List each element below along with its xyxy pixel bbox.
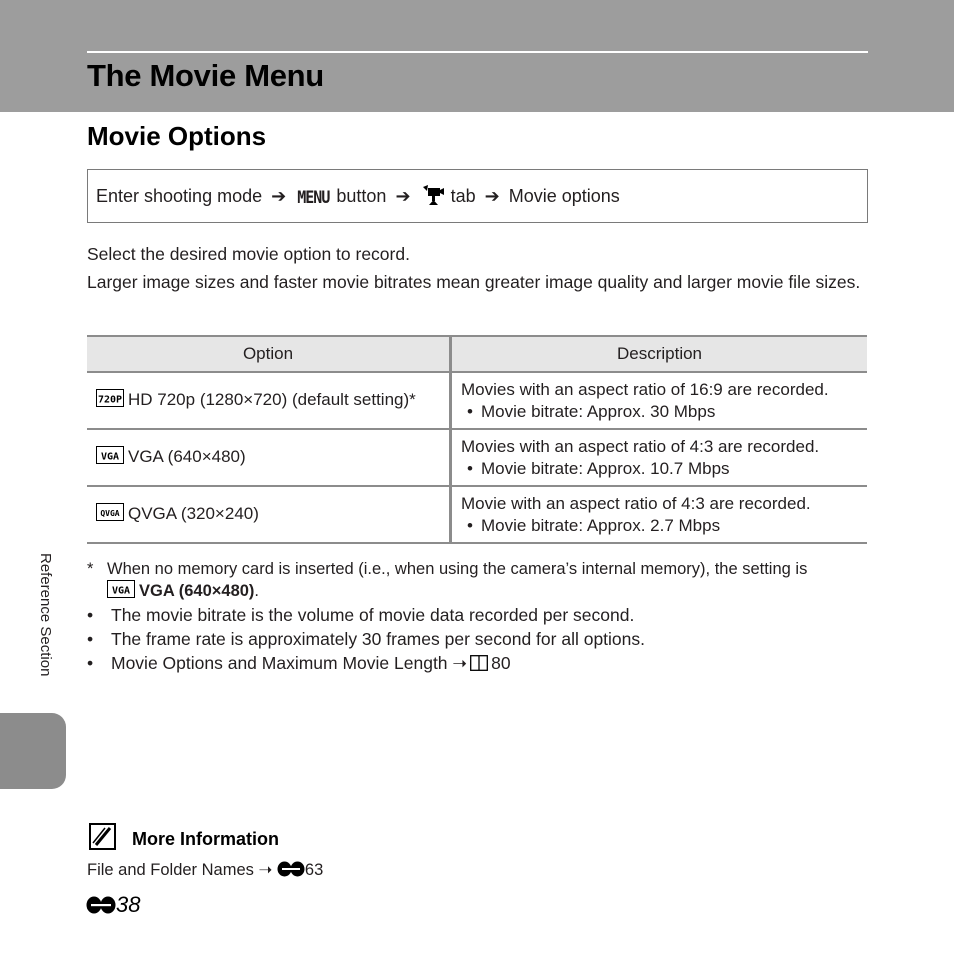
note-text: Movie Options and Maximum Movie Length — [111, 653, 448, 673]
page-number — [86, 892, 140, 921]
note-text: The movie bitrate is the volume of movie data recorded per second. — [111, 605, 635, 625]
list-item — [87, 651, 645, 677]
bullet-marker: • — [467, 401, 473, 421]
bullet-marker: • — [467, 458, 473, 478]
option-label: VGA (640×480) — [128, 446, 246, 466]
bitrate-text: Movie bitrate: Approx. 30 Mbps — [481, 401, 716, 421]
bullet-marker: • — [467, 515, 473, 535]
bitrate-text: Movie bitrate: Approx. 10.7 Mbps — [481, 458, 730, 478]
reference-text: File and Folder Names — [87, 861, 254, 879]
vga-icon — [107, 580, 135, 604]
qvga-icon-label: QVGA — [100, 508, 120, 518]
hd-720p-icon — [96, 389, 124, 413]
description-bullet — [461, 458, 867, 480]
nav-step-shooting-mode: Enter shooting mode — [96, 186, 263, 206]
reference-arrow-icon: ➝ — [258, 861, 273, 879]
description-cell — [451, 372, 868, 429]
header-band — [0, 0, 954, 112]
footnote-vga-icon-label: VGA — [111, 585, 131, 597]
list-item — [87, 627, 645, 651]
more-information-title: More Information — [132, 829, 279, 849]
vga-icon-label: VGA — [100, 451, 120, 462]
header-rule — [87, 51, 868, 53]
header-description: Description — [451, 336, 868, 372]
footnote-marker: * — [87, 560, 94, 578]
description-cell — [451, 486, 868, 543]
pencil-note-icon — [89, 823, 116, 850]
footnote-setting: VGA (640×480) — [139, 582, 255, 600]
movie-options-table — [87, 335, 867, 544]
nav-arrow-icon: ➔ — [271, 186, 287, 206]
navigation-path-box — [87, 169, 868, 223]
intro-line-2: Larger image sizes and faster movie bitrates mean greater image quality and larger movie file sizes. — [87, 272, 861, 292]
description-text: Movies with an aspect ratio of 4:3 are recorded. — [461, 436, 820, 456]
intro-line-1: Select the desired movie option to record. — [87, 244, 410, 264]
description-cell — [451, 429, 868, 486]
description-bullet — [461, 515, 867, 537]
nav-arrow-icon: ➔ — [484, 186, 500, 206]
description-text: Movie with an aspect ratio of 4:3 are recorded. — [461, 493, 811, 513]
nav-step-tab: tab — [450, 186, 476, 206]
bullet-marker: • — [87, 629, 94, 649]
description-bullet — [461, 401, 867, 423]
movie-tab-icon — [422, 173, 444, 225]
bullet-marker: • — [87, 605, 94, 625]
header-option: Option — [87, 336, 451, 372]
side-section-label: Reference Section — [37, 553, 54, 677]
book-icon — [470, 653, 488, 677]
nav-step-movie-options: Movie options — [508, 186, 620, 206]
nav-arrow-icon: ➔ — [395, 186, 411, 206]
table-row — [87, 372, 867, 429]
section-title: Movie Options — [87, 121, 267, 151]
notes-list — [87, 603, 645, 677]
qvga-icon — [96, 503, 124, 527]
option-cell — [87, 486, 451, 543]
note-text: The frame rate is approximately 30 frames per second for all options. — [111, 629, 645, 649]
table-header-row — [87, 336, 867, 372]
menu-button-icon: MENU — [297, 186, 330, 208]
footnote — [87, 558, 867, 604]
footnote-end: . — [254, 582, 260, 600]
more-information-reference — [87, 860, 323, 883]
option-label: HD 720p (1280×720) (default setting)* — [128, 389, 416, 409]
table-row — [87, 429, 867, 486]
reference-section-e-icon — [86, 895, 116, 921]
option-label: QVGA (320×240) — [128, 503, 259, 523]
reference-section-e-icon — [277, 860, 305, 883]
bullet-marker: • — [87, 653, 94, 673]
reference-arrow-icon: ➝ — [452, 653, 468, 673]
table-row — [87, 486, 867, 543]
page-title: The Movie Menu — [87, 58, 324, 93]
page-80-link[interactable]: 80 — [491, 653, 511, 673]
page-e63-link[interactable]: 63 — [304, 861, 324, 879]
option-cell — [87, 429, 451, 486]
footnote-text: When no memory card is inserted (i.e., when using the camera’s internal memory), the setting is — [107, 560, 808, 578]
bitrate-text: Movie bitrate: Approx. 2.7 Mbps — [481, 515, 721, 535]
description-text: Movies with an aspect ratio of 16:9 are recorded. — [461, 379, 829, 399]
nav-step-button: button — [336, 186, 387, 206]
hd-720p-icon-label: 720P — [97, 394, 123, 405]
page-number-value: 38 — [116, 892, 141, 917]
section-thumb-tab — [0, 713, 66, 789]
option-cell — [87, 372, 451, 429]
vga-icon — [96, 446, 124, 470]
list-item — [87, 603, 645, 627]
